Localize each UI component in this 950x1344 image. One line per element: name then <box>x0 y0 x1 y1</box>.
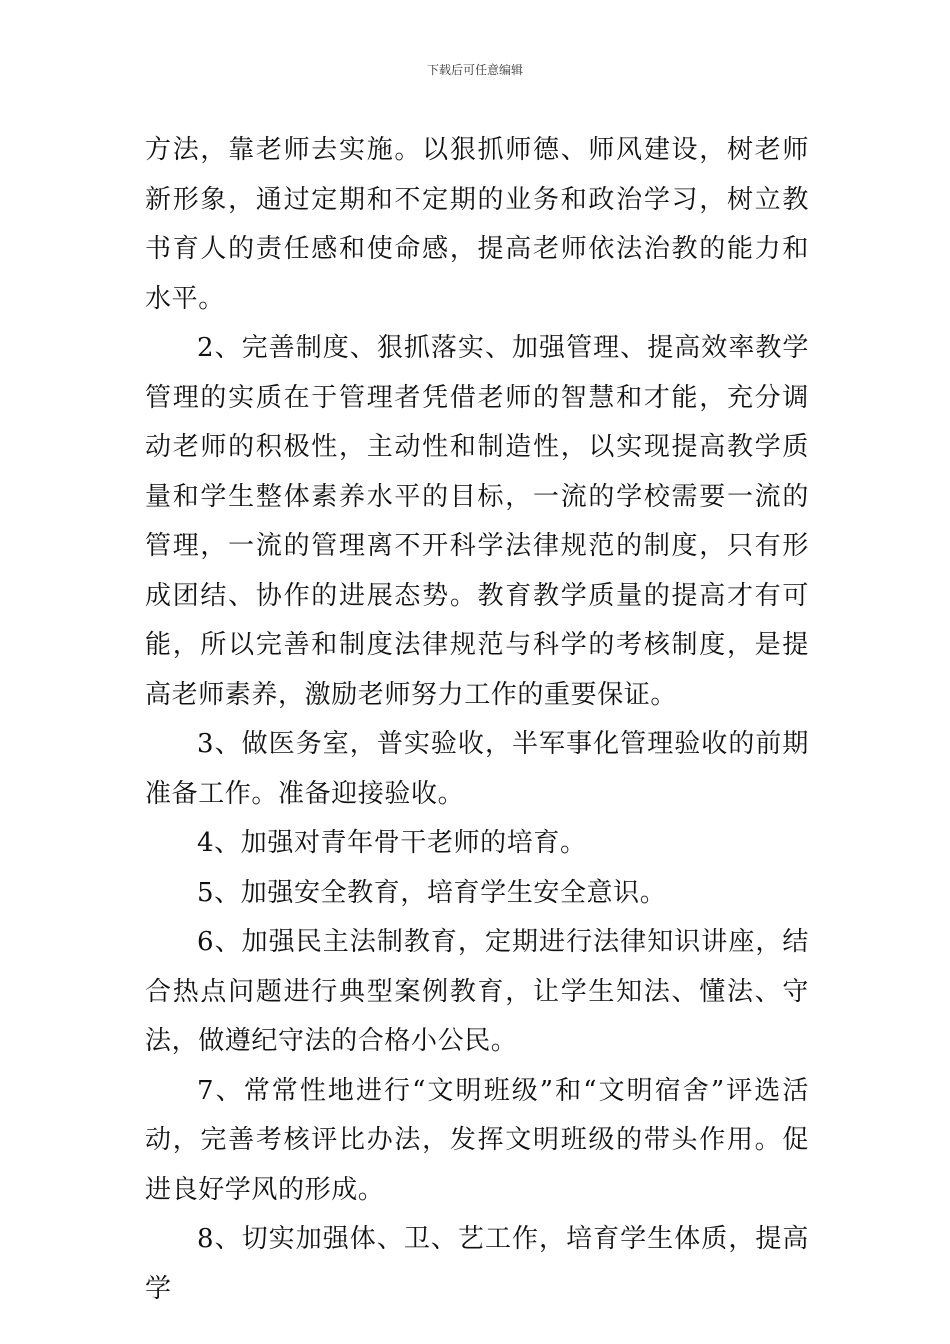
page-header: 下载后可任意编辑 <box>426 63 523 77</box>
document-body <box>145 126 809 1314</box>
paragraph-4: 4、加强对青年骨干老师的培育。 <box>197 828 587 858</box>
paragraph-3: 3、做医务室，普实验收，半军事化管理验收的前期准备工作。准备迎接验收。 <box>145 729 809 809</box>
paragraph-2: 2、完善制度、狠抓落实、加强管理、提高效率教学管理的实质在于管理者凭借老师的智慧和才能，充分调动老师的积极性，主动性和制造性，以实现提高教学质量和学生整体素养水平的目标，一流的学校需要一流的管理，一流的管理离不开科学法律规范的制度，只有形成团结、协作的进展态势。教育教学质量的提高才有可能，所以完善和制度法律规范与科学的考核制度，是提高老师素养，激励老师努力工作的重要保证。 <box>145 333 809 710</box>
paragraph-7: 7、常常性地进行“文明班级”和“文明宿舍”评选活动，完善考核评比办法，发挥文明班级的带头作用。促进良好学风的形成。 <box>145 1075 809 1205</box>
paragraph-8: 8、切实加强体、卫、艺工作，培育学生体质，提高学 <box>145 1224 809 1304</box>
paragraph-5: 5、加强安全教育，培育学生安全意识。 <box>197 877 667 908</box>
paragraph-6: 6、加强民主法制教育，定期进行法律知识讲座，结合热点问题进行典型案例教育，让学生知法、懂法、守法，做遵纪守法的合格小公民。 <box>145 927 809 1056</box>
paragraph-1: 方法，靠老师去实施。以狠抓师德、师风建设，树老师新形象，通过定期和不定期的业务和政治学习，树立教书育人的责任感和使命感，提高老师依法治教的能力和水平。 <box>145 135 809 314</box>
